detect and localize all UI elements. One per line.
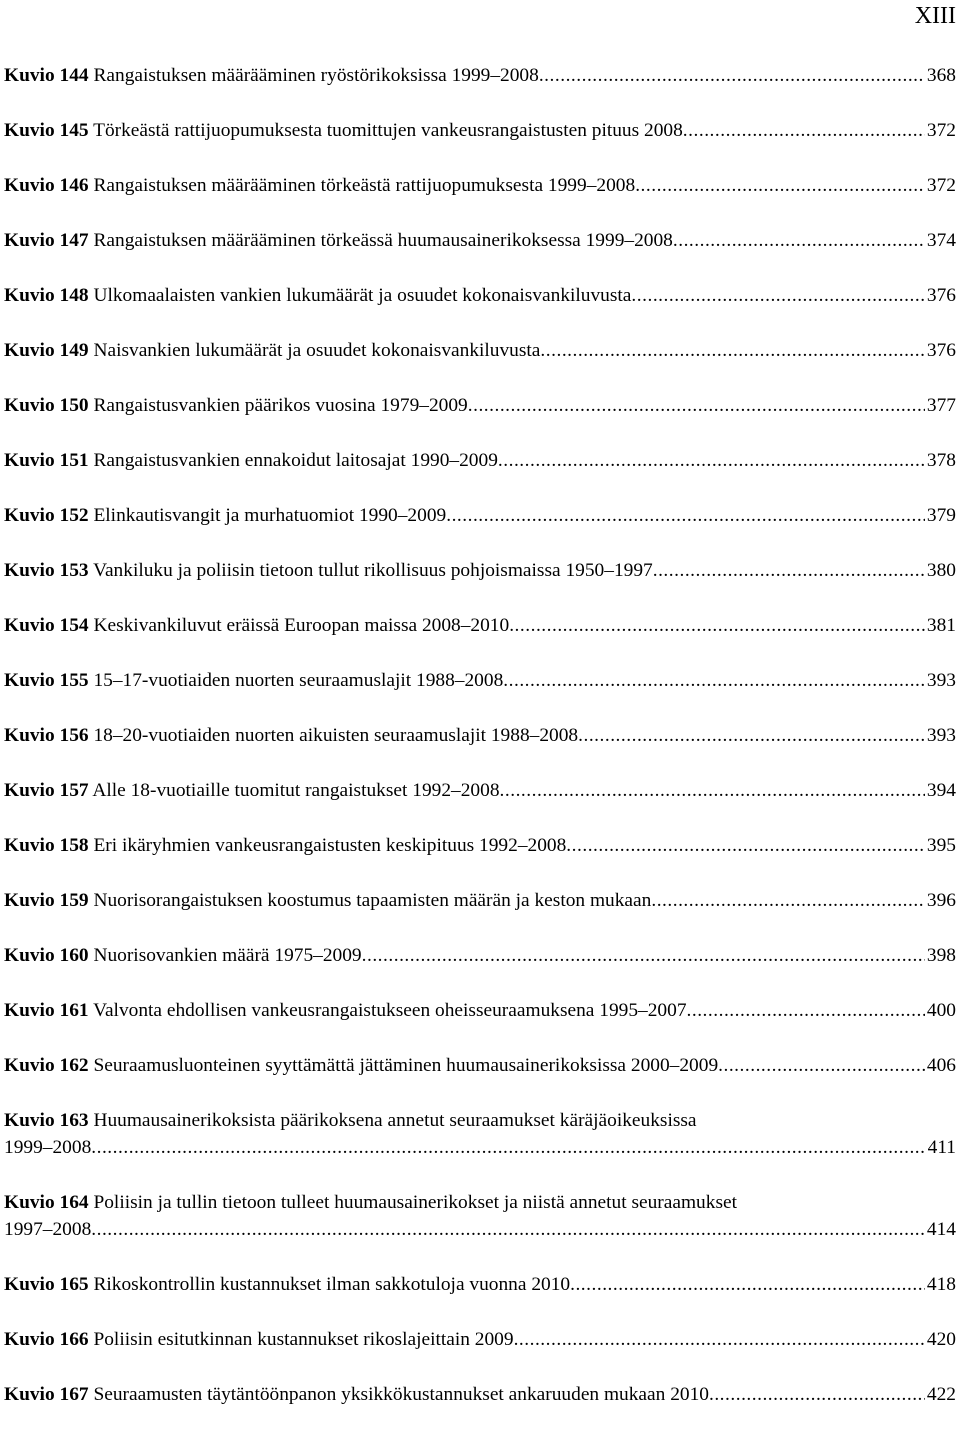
toc-entry[interactable] xyxy=(4,62,956,89)
figure-title: Valvonta ehdollisen vankeusrangaistukseen oheisseuraamuksena 1995–2007 xyxy=(93,1000,687,1021)
toc-entry[interactable] xyxy=(4,777,956,804)
figure-label: Kuvio 161 xyxy=(4,1000,89,1021)
figure-page: 380 xyxy=(926,560,956,581)
table-of-figures xyxy=(4,62,956,1436)
figure-label: Kuvio 148 xyxy=(4,285,89,306)
figure-label: Kuvio 160 xyxy=(4,945,89,966)
figure-title: Rangaistusvankien päärikos vuosina 1979–2009 xyxy=(93,395,468,416)
figure-page: 414 xyxy=(926,1219,956,1240)
figure-title: Nuorisorangaistuksen koostumus tapaamisten määrän ja keston mukaan xyxy=(93,890,652,911)
figure-label: Kuvio 153 xyxy=(4,560,89,581)
figure-title: Ulkomaalaisten vankien lukumäärät ja osuudet kokonaisvankiluvusta xyxy=(93,285,632,306)
toc-entry[interactable] xyxy=(4,722,956,749)
dot-leader xyxy=(651,887,925,914)
figure-label: Kuvio 155 xyxy=(4,670,89,691)
figure-page: 406 xyxy=(926,1055,956,1076)
dot-leader xyxy=(709,1381,925,1408)
figure-page: 396 xyxy=(926,890,956,911)
toc-entry[interactable] xyxy=(4,1271,956,1298)
dot-leader xyxy=(673,227,925,254)
figure-title: 18–20-vuotiaiden nuorten aikuisten seuraamuslajit 1988–2008 xyxy=(93,725,579,746)
figure-title: Naisvankien lukumäärät ja osuudet kokonaisvankiluvusta xyxy=(93,340,541,361)
figure-page: 377 xyxy=(926,395,956,416)
figure-page: 411 xyxy=(927,1137,956,1158)
toc-entry[interactable] xyxy=(4,997,956,1024)
figure-label: Kuvio 152 xyxy=(4,505,89,526)
figure-label: Kuvio 147 xyxy=(4,230,89,251)
dot-leader xyxy=(500,777,925,804)
dot-leader xyxy=(509,612,925,639)
figure-label: Kuvio 150 xyxy=(4,395,89,416)
toc-entry[interactable] xyxy=(4,447,956,474)
figure-title: Huumausainerikoksista päärikoksena annetut seuraamukset käräjäoikeuksissa xyxy=(93,1110,697,1131)
toc-entry[interactable] xyxy=(4,1052,956,1079)
dot-leader xyxy=(514,1326,925,1353)
figure-page: 374 xyxy=(926,230,956,251)
figure-label: Kuvio 162 xyxy=(4,1055,89,1076)
figure-page: 372 xyxy=(926,175,956,196)
figure-title: Rangaistuksen määrääminen törkeästä rattijuopumuksesta 1999–2008 xyxy=(93,175,636,196)
toc-entry[interactable] xyxy=(4,282,956,309)
figure-title: Rikoskontrollin kustannukset ilman sakkotuloja vuonna 2010 xyxy=(93,1274,571,1295)
dot-leader xyxy=(362,942,925,969)
figure-title-continuation: 1999–2008 xyxy=(4,1137,92,1158)
dot-leader xyxy=(91,1134,925,1161)
figure-label: Kuvio 144 xyxy=(4,65,89,86)
dot-leader xyxy=(91,1216,925,1243)
figure-label: Kuvio 163 xyxy=(4,1110,89,1131)
figure-label: Kuvio 154 xyxy=(4,615,89,636)
figure-label: Kuvio 166 xyxy=(4,1329,89,1350)
figure-title: Seuraamusten täytäntöönpanon yksikkökustannukset ankaruuden mukaan 2010 xyxy=(93,1384,709,1405)
toc-entry[interactable] xyxy=(4,502,956,529)
figure-label: Kuvio 165 xyxy=(4,1274,89,1295)
figure-page: 400 xyxy=(926,1000,956,1021)
figure-page: 418 xyxy=(926,1274,956,1295)
toc-entry[interactable] xyxy=(4,337,956,364)
dot-leader xyxy=(468,392,925,419)
dot-leader xyxy=(570,1271,925,1298)
toc-entry[interactable] xyxy=(4,1107,956,1161)
figure-title: Seuraamusluonteinen syyttämättä jättäminen huumausainerikoksissa 2000–2009 xyxy=(93,1055,719,1076)
figure-title: Poliisin esitutkinnan kustannukset rikoslajeittain 2009 xyxy=(93,1329,514,1350)
figure-title: Rangaistuksen määrääminen ryöstörikoksissa 1999–2008 xyxy=(93,65,539,86)
figure-title: Vankiluku ja poliisin tietoon tullut rikollisuus pohjoismaissa 1950–1997 xyxy=(93,560,653,581)
figure-page: 372 xyxy=(926,120,956,141)
figure-title: Rangaistusvankien ennakoidut laitosajat 1990–2009 xyxy=(93,450,498,471)
dot-leader xyxy=(539,62,925,89)
figure-page: 422 xyxy=(926,1384,956,1405)
page-number: XIII xyxy=(914,3,956,29)
figure-title-continuation: 1997–2008 xyxy=(4,1219,92,1240)
figure-label: Kuvio 145 xyxy=(4,120,89,141)
toc-entry[interactable] xyxy=(4,117,956,144)
figure-page: 376 xyxy=(926,285,956,306)
figure-label: Kuvio 146 xyxy=(4,175,89,196)
toc-entry[interactable] xyxy=(4,1189,956,1243)
dot-leader xyxy=(566,832,925,859)
figure-label: Kuvio 158 xyxy=(4,835,89,856)
figure-title: Poliisin ja tullin tietoon tulleet huumausainerikokset ja niistä annetut seuraamukset xyxy=(93,1192,737,1213)
dot-leader xyxy=(653,557,925,584)
figure-title: Törkeästä rattijuopumuksesta tuomittujen vankeusrangaistusten pituus 2008 xyxy=(93,120,683,141)
dot-leader xyxy=(718,1052,925,1079)
dot-leader xyxy=(498,447,925,474)
toc-entry[interactable] xyxy=(4,612,956,639)
figure-label: Kuvio 156 xyxy=(4,725,89,746)
figure-label: Kuvio 149 xyxy=(4,340,89,361)
toc-entry[interactable] xyxy=(4,887,956,914)
figure-page: 393 xyxy=(926,725,956,746)
dot-leader xyxy=(631,282,924,309)
dot-leader xyxy=(635,172,925,199)
figure-title: Alle 18-vuotiaille tuomitut rangaistukset 1992–2008 xyxy=(92,780,500,801)
figure-label: Kuvio 151 xyxy=(4,450,89,471)
dot-leader xyxy=(446,502,925,529)
figure-title: Keskivankiluvut eräissä Euroopan maissa 2008–2010 xyxy=(93,615,510,636)
figure-page: 395 xyxy=(926,835,956,856)
figure-title: Nuorisovankien määrä 1975–2009 xyxy=(93,945,362,966)
figure-page: 381 xyxy=(926,615,956,636)
figure-label: Kuvio 164 xyxy=(4,1192,89,1213)
figure-page: 420 xyxy=(926,1329,956,1350)
dot-leader xyxy=(683,117,925,144)
toc-entry[interactable] xyxy=(4,392,956,419)
toc-entry[interactable] xyxy=(4,942,956,969)
figure-page: 378 xyxy=(926,450,956,471)
figure-page: 393 xyxy=(926,670,956,691)
figure-title: Elinkautisvangit ja murhatuomiot 1990–2009 xyxy=(93,505,447,526)
figure-page: 394 xyxy=(926,780,956,801)
figure-page: 398 xyxy=(926,945,956,966)
toc-entry[interactable] xyxy=(4,832,956,859)
dot-leader xyxy=(578,722,925,749)
toc-entry[interactable] xyxy=(4,1381,956,1408)
figure-label: Kuvio 157 xyxy=(4,780,89,801)
figure-page: 376 xyxy=(926,340,956,361)
figure-page: 379 xyxy=(926,505,956,526)
dot-leader xyxy=(503,667,925,694)
toc-entry[interactable] xyxy=(4,667,956,694)
figure-page: 368 xyxy=(926,65,956,86)
figure-title: Rangaistuksen määrääminen törkeässä huumausainerikoksessa 1999–2008 xyxy=(93,230,673,251)
figure-label: Kuvio 159 xyxy=(4,890,89,911)
dot-leader xyxy=(687,997,925,1024)
toc-entry[interactable] xyxy=(4,172,956,199)
toc-entry[interactable] xyxy=(4,227,956,254)
dot-leader xyxy=(540,337,924,364)
figure-label: Kuvio 167 xyxy=(4,1384,89,1405)
toc-entry[interactable] xyxy=(4,1326,956,1353)
toc-entry[interactable] xyxy=(4,557,956,584)
figure-title: Eri ikäryhmien vankeusrangaistusten keskipituus 1992–2008 xyxy=(93,835,567,856)
figure-title: 15–17-vuotiaiden nuorten seuraamuslajit 1988–2008 xyxy=(93,670,504,691)
